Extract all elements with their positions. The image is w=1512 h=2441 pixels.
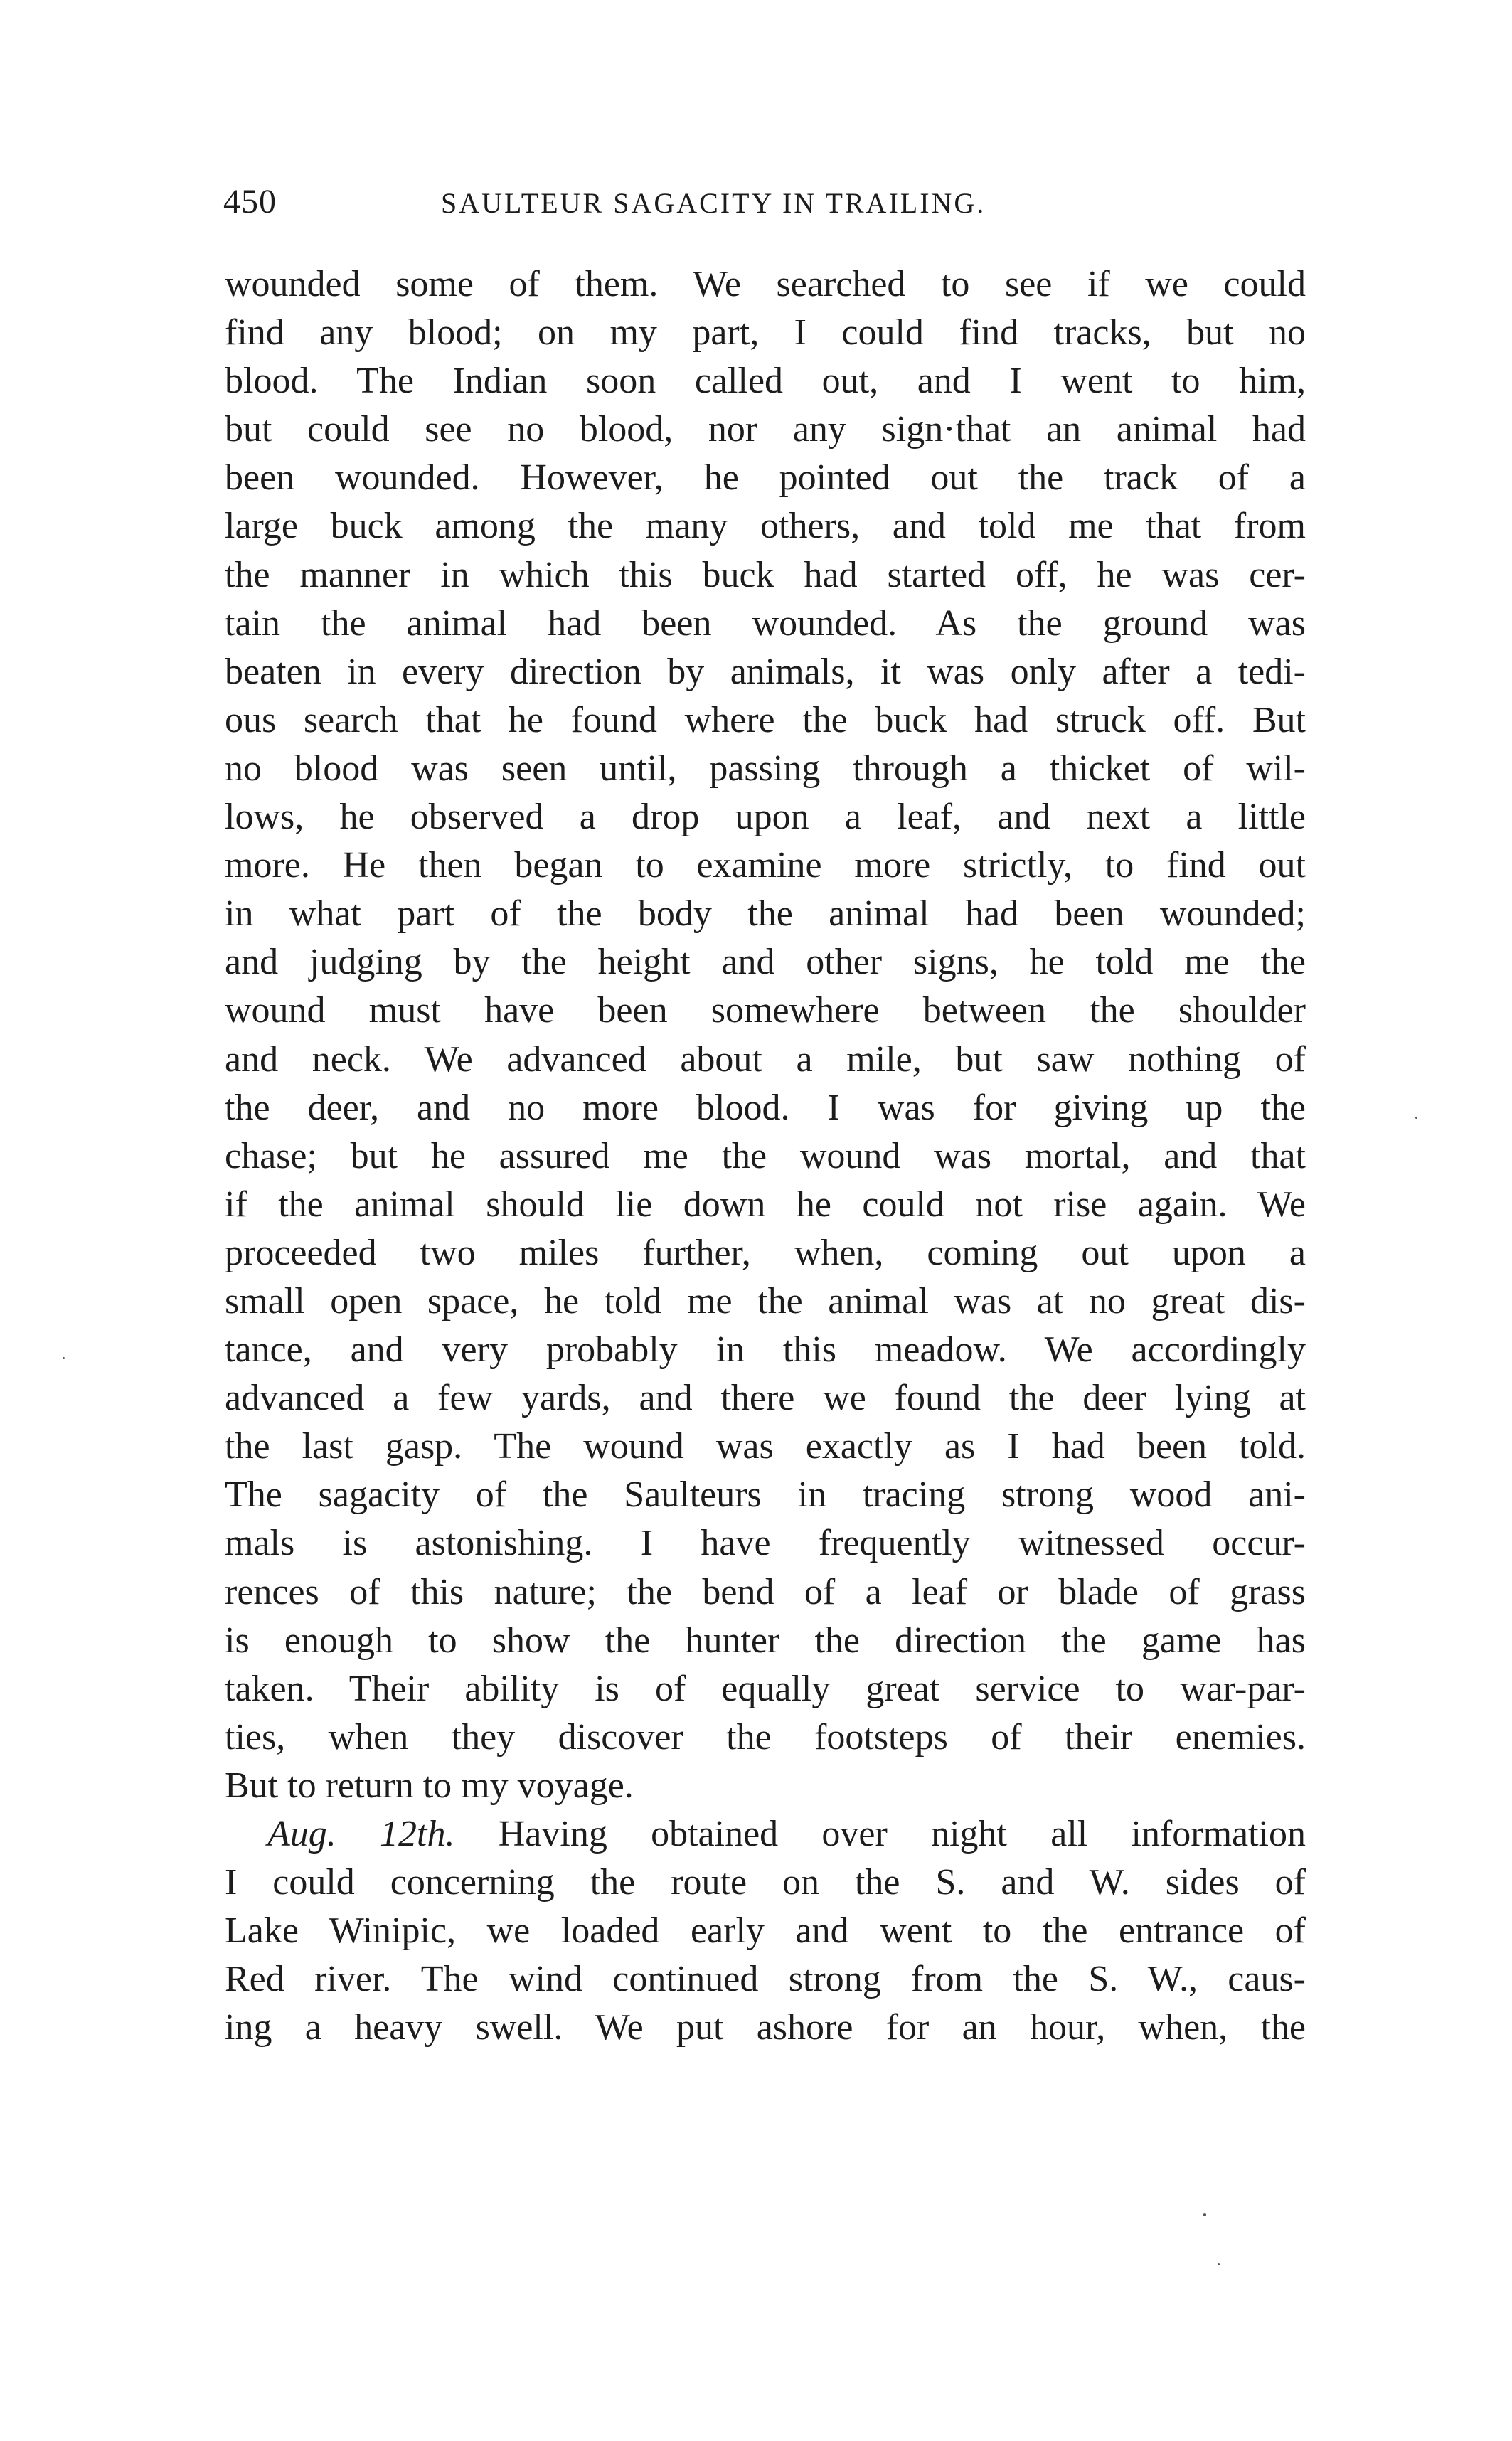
text-line: I could concerning the route on the S. and W. sides of [225, 1862, 1306, 1903]
text-line: small open space, he told me the animal was at no great dis- [225, 1280, 1306, 1321]
scan-speck [1218, 2263, 1220, 2265]
text-line: lows, he observed a drop upon a leaf, and next a little [225, 797, 1306, 838]
text-line: rences of this nature; the bend of a leaf or blade of grass [225, 1571, 1306, 1612]
text-line: in what part of the body the animal had been wounded; [225, 893, 1306, 935]
paragraph-opening-line [225, 1810, 1306, 1858]
text-line: ous search that he found where the buck had struck off. But [225, 699, 1306, 740]
text-line: but could see no blood, nor any sign·that an animal had [225, 409, 1306, 450]
scan-speck [1203, 2213, 1206, 2216]
text-line: no blood was seen until, passing through a thicket of wil- [225, 748, 1306, 789]
running-title: SAULTEUR SAGACITY IN TRAILING. [441, 187, 986, 219]
text-line: been wounded. However, he pointed out the track of a [225, 457, 1306, 499]
text-line: and neck. We advanced about a mile, but saw nothing of [225, 1038, 1306, 1080]
scan-speck [1415, 1117, 1417, 1119]
text-line: find any blood; on my part, I could find tracks, but no [225, 312, 1306, 353]
text-line: Red river. The wind continued strong from the S. W., caus- [225, 1959, 1306, 2000]
body-text [225, 260, 1306, 2052]
text-line: the manner in which this buck had started off, he was cer- [225, 554, 1306, 595]
text-line: if the animal should lie down he could not rise again. We [225, 1184, 1306, 1225]
text-line: blood. The Indian soon called out, and I went to him, [225, 361, 1306, 402]
page-number: 450 [223, 183, 277, 220]
text-line: wound must have been somewhere between the shoulder [225, 990, 1306, 1031]
text-line: large buck among the many others, and told me that from [225, 506, 1306, 547]
text-line: chase; but he assured me the wound was mortal, and that [225, 1135, 1306, 1176]
text-line: proceeded two miles further, when, coming out upon a [225, 1232, 1306, 1273]
text-line: the deer, and no more blood. I was for giving up the [225, 1087, 1306, 1128]
text-line: But to return to my voyage. [225, 1765, 634, 1806]
text-line: tain the animal had been wounded. As the ground was [225, 602, 1306, 644]
entry-date: Aug. 12th. [267, 1814, 455, 1854]
text-line: advanced a few yards, and there we found the deer lying at [225, 1378, 1306, 1419]
text-line: the last gasp. The wound was exactly as I had been told. [225, 1426, 1306, 1467]
text-line: and judging by the height and other signs, he told me the [225, 942, 1306, 983]
text-line: beaten in every direction by animals, it was only after a tedi- [225, 651, 1306, 692]
text-line: Lake Winipic, we loaded early and went to the entrance of [225, 1910, 1306, 1952]
text-line: tance, and very probably in this meadow. We accordingly [225, 1329, 1306, 1371]
text-line: ties, when they discover the footsteps of their enemies. [225, 1716, 1306, 1757]
text-line: wounded some of them. We searched to see if we could [225, 264, 1306, 304]
text-line: taken. Their ability is of equally great service to war-par- [225, 1668, 1306, 1709]
scan-speck [63, 1357, 65, 1359]
text-line: more. He then began to examine more strictly, to find out [225, 845, 1306, 886]
text-line: is enough to show the hunter the direction the game has [225, 1620, 1306, 1661]
text-line: mals is astonishing. I have frequently witnessed occur- [225, 1523, 1306, 1564]
running-head [223, 181, 1304, 230]
text-line: ing a heavy swell. We put ashore for an hour, when, the [225, 2007, 1306, 2048]
text-line: The sagacity of the Saulteurs in tracing strong wood ani- [225, 1474, 1306, 1516]
text-fragment: Having obtained over night all information [454, 1814, 1306, 1854]
